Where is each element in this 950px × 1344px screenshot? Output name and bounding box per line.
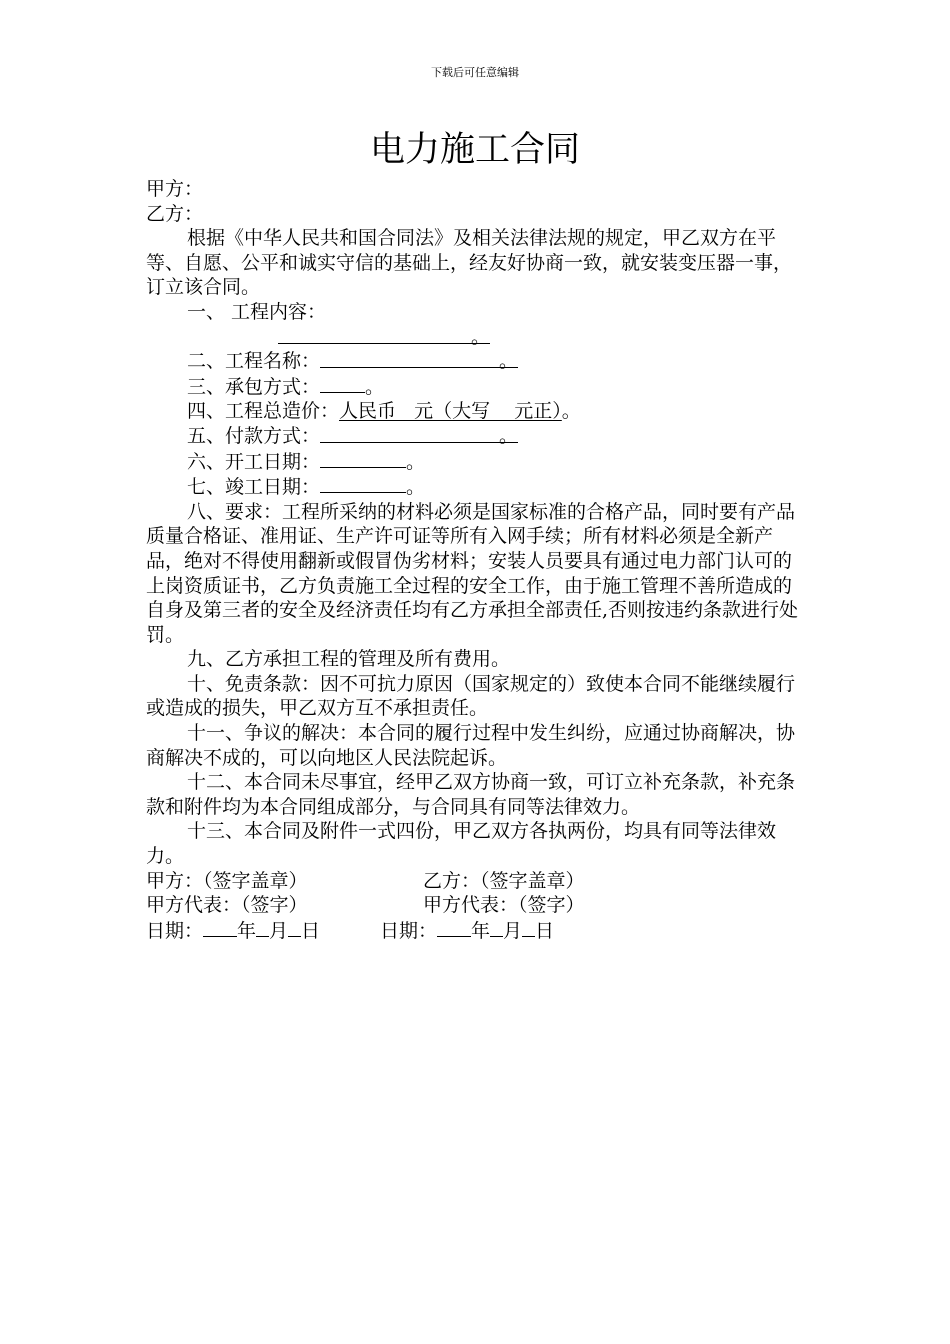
party-a-signature: 甲方：（签字盖章）	[146, 869, 308, 892]
item-3-contract-method	[146, 374, 806, 400]
item-2-label: 二、工程名称：	[187, 350, 321, 373]
year-label: 年	[237, 919, 257, 942]
item-4-value: 人民币 元（大写 元正）	[339, 400, 562, 423]
date-label: 日期：	[146, 919, 204, 942]
signature-row-representatives	[146, 893, 806, 918]
item-10-exemption: 十、免责条款：因不可抗力原因（国家规定的）致使本合同不能继续履行或造成的损失，甲乙双方互不承担责任。	[146, 672, 796, 720]
signature-row-parties	[146, 869, 806, 894]
period: 。	[406, 476, 426, 499]
item-1-blank-line	[146, 325, 806, 350]
period: 。	[499, 424, 519, 447]
item-1-blank	[278, 325, 490, 348]
signature-row-dates	[146, 918, 806, 944]
year-label: 年	[471, 919, 491, 942]
month-blank	[256, 918, 269, 937]
month-label: 月	[269, 919, 289, 942]
item-4-label: 四、工程总造价：	[187, 400, 340, 423]
party-a-line: 甲方：	[146, 178, 204, 200]
day-label: 日	[535, 919, 555, 942]
item-3-label: 三、承包方式：	[187, 375, 321, 398]
item-3-blank	[320, 374, 365, 393]
item-8-requirements: 八、要求：工程所采纳的材料必须是国家标准的合格产品，同时要有产品质量合格证、准用证、生产许可证等所有入网手续；所有材料必须是全新产品，绝对不得使用翻新或假冒伪劣材料；安装人员要具有通过电力部门认可的上岗资质证书，乙方负责施工全过程的安全工作，由于施工管理不善所造成的自身及第三者的安全及经济责任均有乙方承担全部责任,否则按违约条款进行处罚。	[146, 500, 799, 646]
period: 。	[470, 325, 490, 348]
period: 。	[406, 450, 426, 473]
item-6-blank	[320, 449, 406, 468]
item-5-label: 五、付款方式：	[187, 424, 321, 447]
item-6-label: 六、开工日期：	[187, 450, 321, 473]
item-1-label: 一、 工程内容：	[187, 300, 327, 323]
party-a-representative: 甲方代表：（签字）	[146, 894, 308, 917]
item-2-project-name	[146, 349, 806, 374]
item-5-payment-method	[146, 424, 806, 449]
contract-body	[146, 177, 806, 943]
day-label: 日	[301, 919, 321, 942]
year-blank	[437, 918, 471, 937]
party-b-signature: 乙方：（签字盖章）	[423, 869, 585, 892]
date-label: 日期：	[380, 919, 438, 942]
period: 。	[365, 375, 385, 398]
item-6-start-date	[146, 449, 806, 475]
period: 。	[561, 400, 581, 423]
item-12-supplement: 十二、本合同未尽事宜，经甲乙双方协商一致，可订立补充条款，补充条款和附件均为本合同组成部分，与合同具有同等法律效力。	[146, 771, 796, 818]
item-11-dispute: 十一、争议的解决：本合同的履行过程中发生纠纷，应通过协商解决，协商解决不成的，可以向地区人民法院起诉。	[146, 722, 796, 769]
party-b-date	[380, 918, 554, 944]
page-title: 电力施工合同	[369, 130, 580, 170]
item-13-copies: 十三、本合同及附件一式四份，甲乙双方各执两份，均具有同等法律效力。	[146, 820, 777, 868]
item-7-blank	[320, 474, 406, 493]
period: 。	[499, 350, 519, 373]
item-2-blank	[320, 349, 519, 373]
party-a-date	[146, 918, 380, 944]
item-5-blank	[320, 424, 519, 447]
party-b-line: 乙方：	[146, 202, 204, 225]
header-note: 下载后可任意编辑	[431, 66, 519, 79]
item-1-project-content	[146, 300, 806, 325]
intro-paragraph: 根据《中华人民共和国合同法》及相关法律法规的规定，甲乙双方在平等、自愿、公平和诚实守信的基础上，经友好协商一致，就安装变压器一事，订立该合同。	[146, 227, 793, 299]
item-9-management: 九、乙方承担工程的管理及所有费用。	[187, 648, 511, 671]
month-blank	[490, 918, 503, 937]
item-7-label: 七、竣工日期：	[187, 476, 321, 499]
month-label: 月	[503, 919, 523, 942]
day-blank	[288, 918, 301, 937]
year-blank	[203, 918, 237, 937]
item-4-total-cost	[146, 399, 806, 424]
party-b-representative: 甲方代表：（签字）	[423, 894, 585, 917]
day-blank	[522, 918, 535, 937]
item-7-completion-date	[146, 474, 806, 500]
